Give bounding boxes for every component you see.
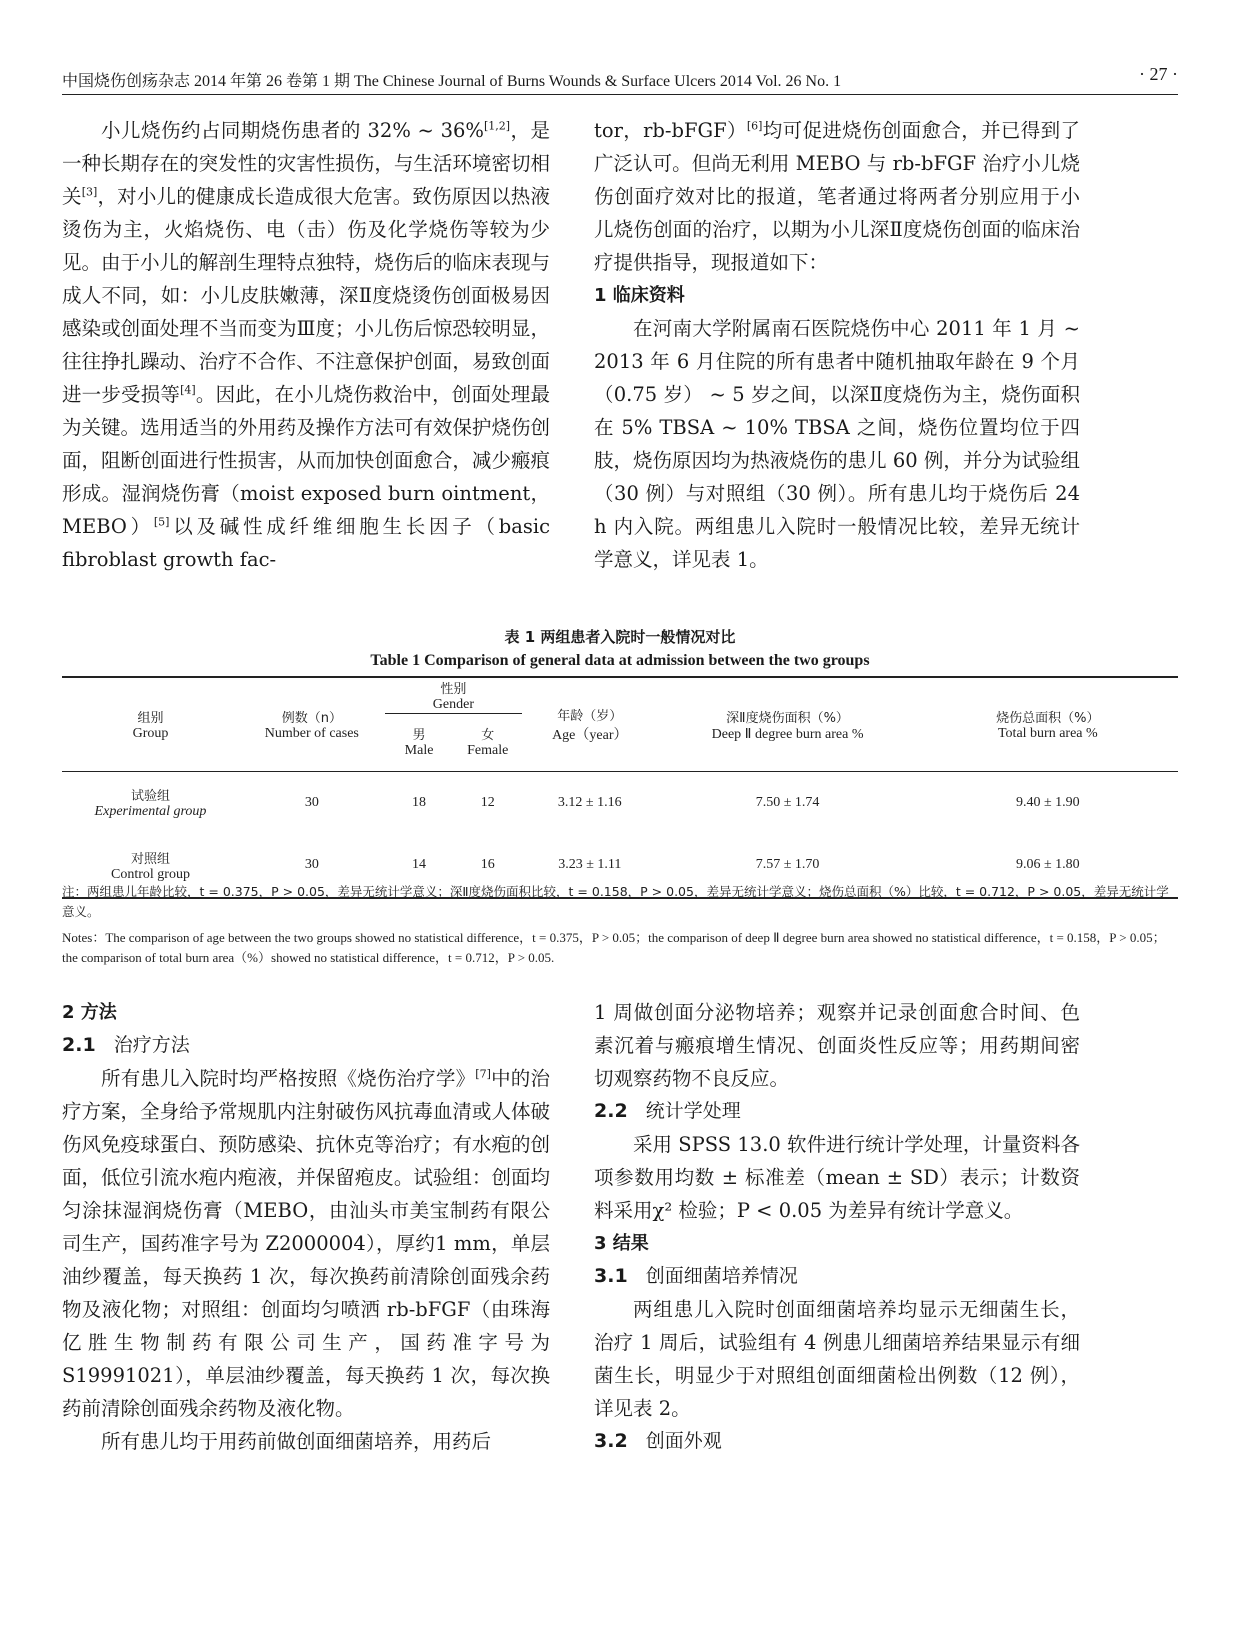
- table-note-en: Notes：The comparison of age between the two groups showed no statistical difference，t = 0.375，P > 0.05；the comparison of deep Ⅱ degree burn area showed no statistical difference，t = 0.158，P > 0.05；the comparison of total burn area（%）showed no statistical difference，t = 0.712，P > 0.05.: [62, 930, 1166, 965]
- th-age: 年龄（岁） Age（year）: [552, 709, 628, 743]
- th-total-burn: 烧伤总面积（%） Total burn area %: [996, 711, 1100, 741]
- th-female: 女 Female: [467, 727, 509, 758]
- table-row: 对照组 Control group 30 14 16 3.23 ± 1.11 7.57 ± 1.70 9.06 ± 1.80: [62, 834, 1178, 898]
- header-rule: [62, 94, 1178, 95]
- subsection-heading-2-2: 2.2 统计学处理: [594, 1100, 741, 1122]
- table-caption-cn: 表 1 两组患者入院时一般情况对比: [504, 628, 736, 646]
- intro-paragraph-continued: tor，rb-bFGF）[6]均可促进烧伤创面愈合，并已得到了广泛认可。但尚无利用 MEBO 与 rb-bFGF 治疗小儿烧伤创面疗效对比的报道，笔者通过将两者分别应用于小儿烧伤创面的治疗，以期为小儿深Ⅱ度烧伤创面的临床治疗提供指导，现报道如下：: [594, 119, 1080, 274]
- journal-header: 中国烧伤创疡杂志 2014 年第 26 卷第 1 期 The Chinese Journal of Burns Wounds & Surface Ulcers 2014 Vol. 26 No. 1: [62, 73, 842, 90]
- right-column-top: [594, 114, 1080, 576]
- running-header: [62, 64, 1178, 94]
- section-heading-2: 2 方法: [62, 1002, 117, 1023]
- subsection-heading-2-1: 2.1 治疗方法: [62, 1034, 190, 1056]
- statistics-paragraph: 采用 SPSS 13.0 软件进行统计学处理，计量资料各项参数用均数 ± 标准差（mean ± SD）表示；计数资料采用χ² 检验；P < 0.05 为差异有统计学意义。: [594, 1133, 1080, 1222]
- subsection-heading-3-2: 3.2 创面外观: [594, 1430, 722, 1452]
- page-number: · 27 ·: [1139, 64, 1178, 84]
- citation: [7]: [475, 1067, 491, 1081]
- th-gender: 性别 Gender: [385, 677, 522, 714]
- th-male: 男 Male: [404, 727, 434, 758]
- left-column-top: [62, 114, 550, 576]
- right-column-bottom: [594, 996, 1080, 1458]
- culture-paragraph: 所有患儿均于用药前做创面细菌培养，用药后: [101, 1430, 492, 1453]
- citation: [1,2]: [483, 119, 511, 133]
- citation: [5]: [153, 515, 170, 529]
- th-deep-burn: 深Ⅱ度烧伤面积（%） Deep Ⅱ degree burn area %: [711, 710, 864, 742]
- subsection-heading-3-1: 3.1 创面细菌培养情况: [594, 1265, 798, 1287]
- bacteria-paragraph: 两组患儿入院时创面细菌培养均显示无细菌生长，治疗 1 周后，试验组有 4 例患儿细菌培养结果显示有细菌生长，明显少于对照组创面细菌检出例数（12 例），详见表 2。: [594, 1298, 1080, 1420]
- citation: [6]: [746, 119, 763, 133]
- treatment-paragraph: 所有患儿入院时均严格按照《烧伤治疗学》[7]中的治疗方案，全身给予常规肌内注射破伤风抗毒血清或人体破伤风免疫球蛋白、预防感染、抗休克等治疗；有水疱的创面，低位引流水疱内疱液，并保留疱皮。试验组：创面均匀涂抹湿润烧伤膏（MEBO，由汕头市美宝制药有限公司生产，国药准字号为 Z2000004），厚约1 mm，单层油纱覆盖，每天换药 1 次，每次换药前清除创面残余药物及液化物；对照组：创面均匀喷洒 rb-bFGF（由珠海亿胜生物制药有限公司生产，国药准字号为 S19991021），单层油纱覆盖，每天换药 1 次，每次换药前清除创面残余药物及液化物。: [62, 1067, 550, 1420]
- table-row: 试验组 Experimental group 30 18 12 3.12 ± 1.16 7.50 ± 1.74 9.40 ± 1.90: [62, 772, 1178, 834]
- th-group: 组别 Group: [132, 711, 169, 741]
- citation: [4]: [180, 383, 196, 397]
- intro-paragraph: 小儿烧伤约占同期烧伤患者的 32% ~ 36%[1,2]，是一种长期存在的突发性的灾害性损伤，与生活环境密切相关[3]，对小儿的健康成长造成很大危害。致伤原因以热液烫伤为主，火焰烧伤、电（击）伤及化学烧伤等较为少见。由于小儿的解剖生理特点独特，烧伤后的临床表现与成人不同，如：小儿皮肤嫩薄，深Ⅱ度烧烫伤创面极易因感染或创面处理不当而变为Ⅲ度；小儿伤后惊恐较明显，往往挣扎躁动、治疗不合作、不注意保护创面，易致创面进一步受损等[4]。因此，在小儿烧伤救治中，创面处理最为关键。选用适当的外用药及操作方法可有效保护烧伤创面，阻断创面进行性损害，从而加快创面愈合，减少瘢痕形成。湿润烧伤膏（moist exposed burn ointment，MEBO）[5]以及碱性成纤维细胞生长因子（basic fibroblast growth fac-: [62, 119, 550, 571]
- left-column-bottom: [62, 996, 550, 1458]
- culture-paragraph-continued: 1 周做创面分泌物培养；观察并记录创面愈合时间、色素沉着与瘢痕增生情况、创面炎性反应等；用药期间密切观察药物不良反应。: [594, 1001, 1080, 1090]
- section-heading-3: 3 结果: [594, 1233, 649, 1254]
- table-1: [62, 676, 1178, 899]
- clinical-data-paragraph: 在河南大学附属南石医院烧伤中心 2011 年 1 月 ~ 2013 年 6 月住院的所有患者中随机抽取年龄在 9 个月（0.75 岁） ~ 5 岁之间，以深Ⅱ度烧伤为主，烧伤面积在 5% TBSA ~ 10% TBSA 之间，烧伤位置均位于四肢，烧伤原因均为热液烧伤的患儿 60 例，并分为试验组（30 例）与对照组（30 例）。所有患儿均于烧伤后 24 h 内入院。两组患儿入院时一般情况比较，差异无统计学意义，详见表 1。: [594, 317, 1080, 571]
- table-note-cn: 注：两组患儿年龄比较，t = 0.375，P > 0.05，差异无统计学意义；深Ⅱ度烧伤面积比较，t = 0.158，P > 0.05，差异无统计学意义；烧伤总面积（%）比较，t = 0.712，P > 0.05，差异无统计学意义。: [62, 884, 1169, 919]
- th-cases: 例数（n） Number of cases: [264, 711, 359, 741]
- citation: [3]: [81, 185, 98, 199]
- section-heading-1: 1 临床资料: [594, 285, 685, 306]
- table-caption-en: Table 1 Comparison of general data at admission between the two groups: [370, 652, 870, 669]
